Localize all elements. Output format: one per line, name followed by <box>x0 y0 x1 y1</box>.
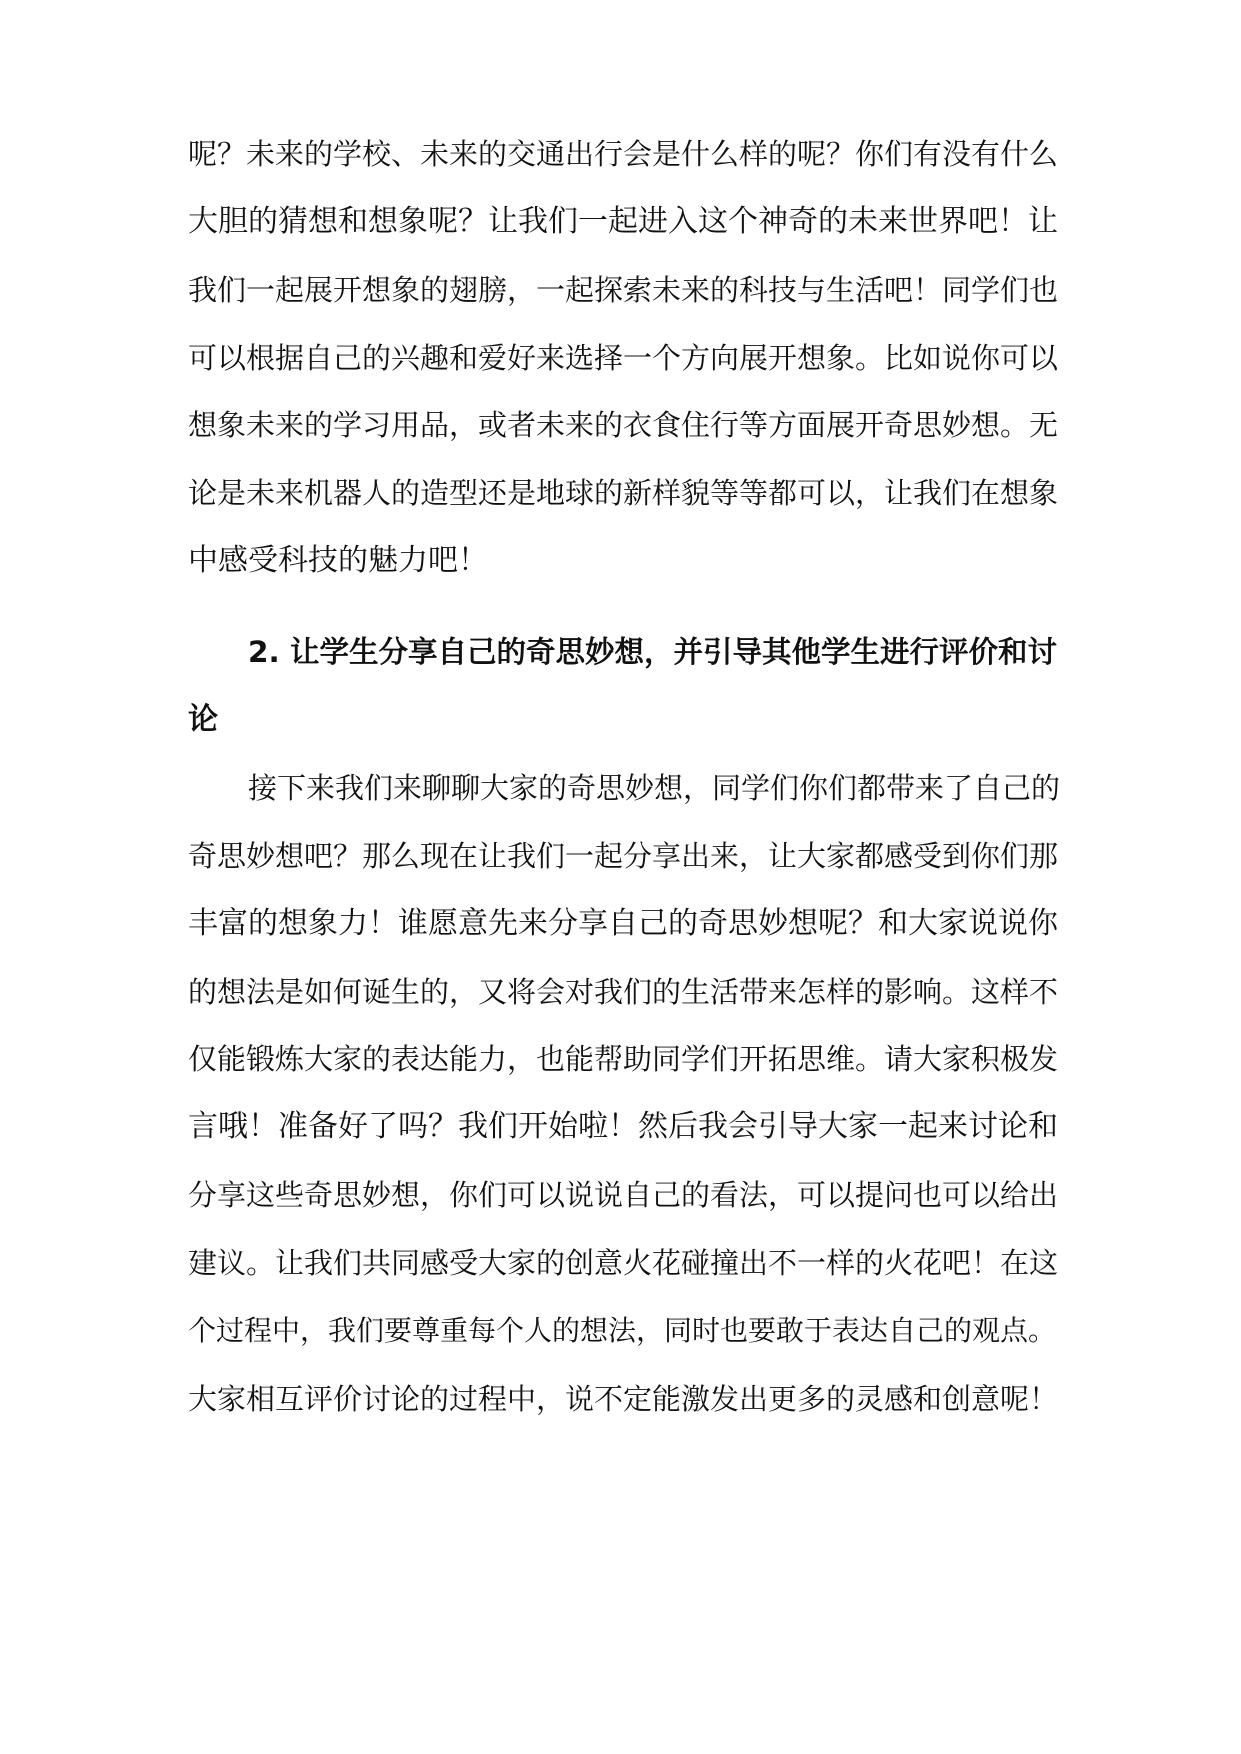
paragraph-2-line-4: 的想法是如何诞生的，又将会对我们的生活带来怎样的影响。这样不 <box>188 975 1059 1009</box>
paragraph-1-line-5: 想象未来的学习用品，或者未来的衣食住行等方面展开奇思妙想。无 <box>188 408 1059 442</box>
paragraph-2-line-10: 大家相互评价讨论的过程中，说不定能激发出更多的灵感和创意呢！ <box>188 1382 1059 1416</box>
paragraph-2-line-9: 个过程中，我们要尊重每个人的想法，同时也要敢于表达自己的观点。 <box>188 1314 1057 1347</box>
paragraph-1-line-3: 我们一起展开想象的翅膀，一起探索未来的科技与生活吧！同学们也 <box>188 273 1059 307</box>
paragraph-2-line-3: 丰富的想象力！谁愿意先来分享自己的奇思妙想呢？和大家说说你 <box>188 906 1058 941</box>
paragraph-1-line-6: 论是未来机器人的造型还是地球的新样貌等等都可以，让我们在想象 <box>188 476 1059 510</box>
paragraph-1-line-1: 呢？未来的学校、未来的交通出行会是什么样的呢？你们有没有什么 <box>188 137 1059 171</box>
paragraph-2-line-7: 分享这些奇思妙想，你们可以说说自己的看法，可以提问也可以给出 <box>188 1178 1059 1212</box>
paragraph-2-line-1: 接下来我们来聊聊大家的奇思妙想，同学们你们都带来了自己的 <box>248 771 1061 805</box>
paragraph-2-line-5: 仅能锻炼大家的表达能力，也能帮助同学们开拓思维。请大家积极发 <box>188 1042 1059 1076</box>
paragraph-1-line-7: 中感受科技的魅力吧！ <box>188 543 488 578</box>
paragraph-1-line-4: 可以根据自己的兴趣和爱好来选择一个方向展开想象。比如说你可以 <box>188 341 1059 375</box>
paragraph-2-line-2: 奇思妙想吧？那么现在让我们一起分享出来，让大家都感受到你们那 <box>188 839 1059 873</box>
paragraph-1-line-2: 大胆的猜想和想象呢？让我们一起进入这个神奇的未来世界吧！让 <box>188 204 1058 239</box>
section-heading-line-1: 2. 让学生分享自己的奇思妙想，并引导其他学生进行评价和讨 <box>248 635 1058 669</box>
section-heading-line-2: 论 <box>188 702 218 737</box>
paragraph-2-line-8: 建议。让我们共同感受大家的创意火花碰撞出不一样的火花吧！在这 <box>188 1246 1059 1280</box>
paragraph-2-line-6: 言哦！准备好了吗？我们开始啦！然后我会引导大家一起来讨论和 <box>188 1109 1058 1144</box>
